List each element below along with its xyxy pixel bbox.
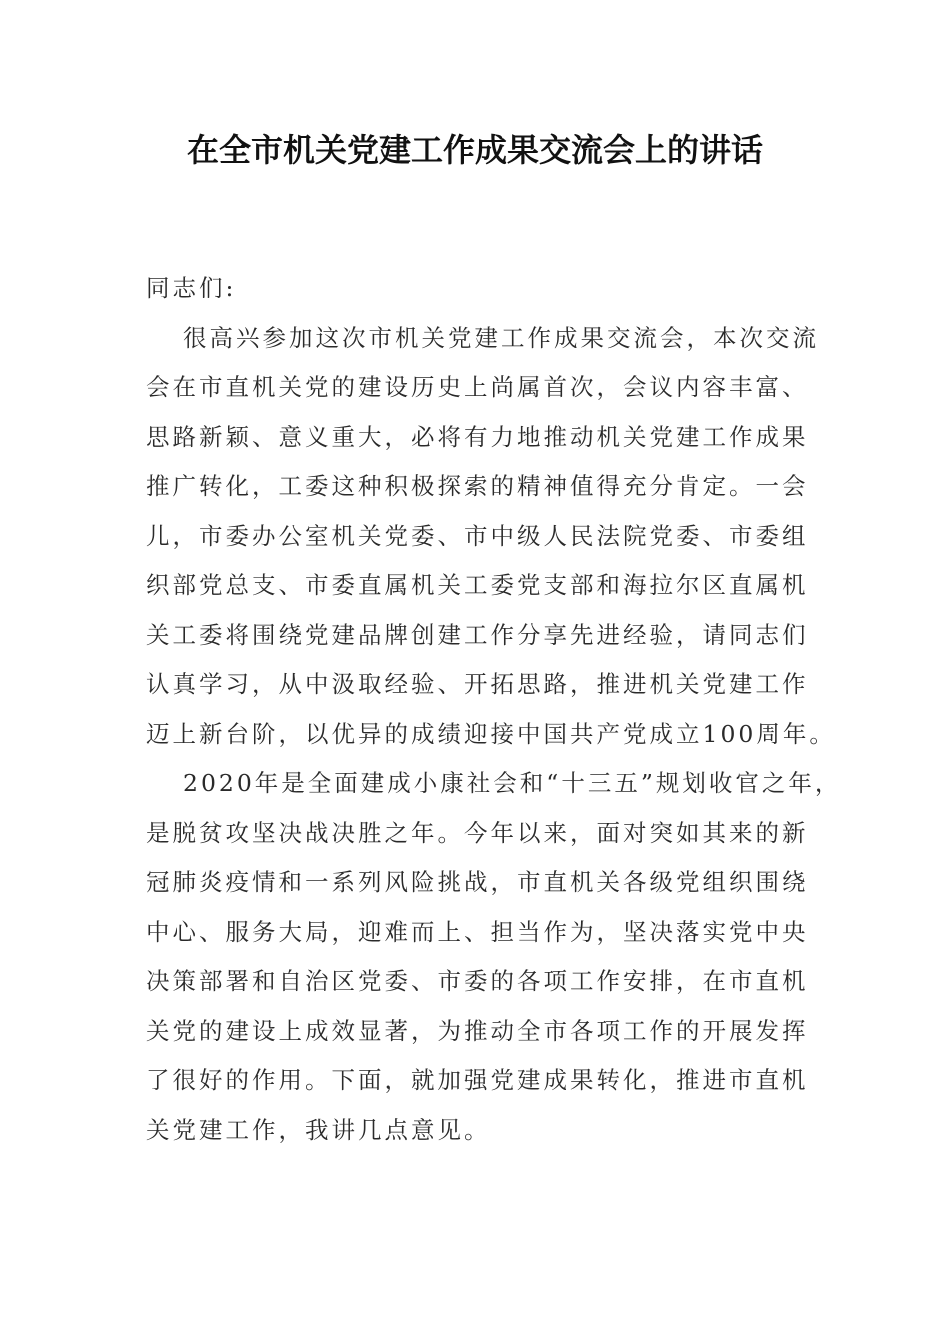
paragraph-line: 中心、服务大局，迎难而上、担当作为，坚决落实党中央: [146, 917, 809, 946]
paragraph-line: 关工委将围绕党建品牌创建工作分享先进经验，请同志们: [146, 620, 809, 649]
paragraph-line: 织部党总支、市委直属机关工委党支部和海拉尔区直属机: [146, 571, 809, 599]
salutation: 同志们:: [146, 274, 237, 302]
paragraph-2: [146, 759, 842, 1155]
paragraph-line: 思路新颖、意义重大，必将有力地推动机关党建工作成果: [146, 422, 809, 451]
paragraph-line: 关党建工作，我讲几点意见。: [146, 1115, 491, 1144]
document-title: 在全市机关党建工作成果交流会上的讲话: [186, 131, 763, 169]
paragraph-line: 认真学习，从中汲取经验、开拓思路，推进机关党建工作: [146, 670, 809, 698]
paragraph-line: 了很好的作用。下面，就加强党建成果转化，推进市直机: [146, 1066, 809, 1094]
paragraph-line: 推广转化，工委这种积极探索的精神值得充分肯定。一会: [146, 472, 809, 500]
paragraph-line: 决策部署和自治区党委、市委的各项工作安排，在市直机: [146, 967, 809, 995]
paragraph-1: [146, 314, 836, 760]
paragraph-line: 会在市直机关党的建设历史上尚属首次，会议内容丰富、: [146, 373, 809, 401]
paragraph-line: 是脱贫攻坚决战决胜之年。今年以来，面对突如其来的新: [146, 818, 809, 847]
paragraph-line: 很高兴参加这次市机关党建工作成果交流会，本次交流: [183, 323, 819, 352]
paragraph-line: 2020年是全面建成小康社会和“十三五”规划收官之年，: [183, 769, 842, 797]
paragraph-line: 关党的建设上成效显著，为推动全市各项工作的开展发挥: [146, 1016, 809, 1045]
document-body: [146, 264, 842, 1155]
paragraph-line: 儿，市委办公室机关党委、市中级人民法院党委、市委组: [146, 521, 809, 550]
paragraph-line: 迈上新台阶，以优异的成绩迎接中国共产党成立100周年。: [146, 719, 836, 748]
paragraph-line: 冠肺炎疫情和一系列风险挑战，市直机关各级党组织围绕: [146, 868, 809, 896]
